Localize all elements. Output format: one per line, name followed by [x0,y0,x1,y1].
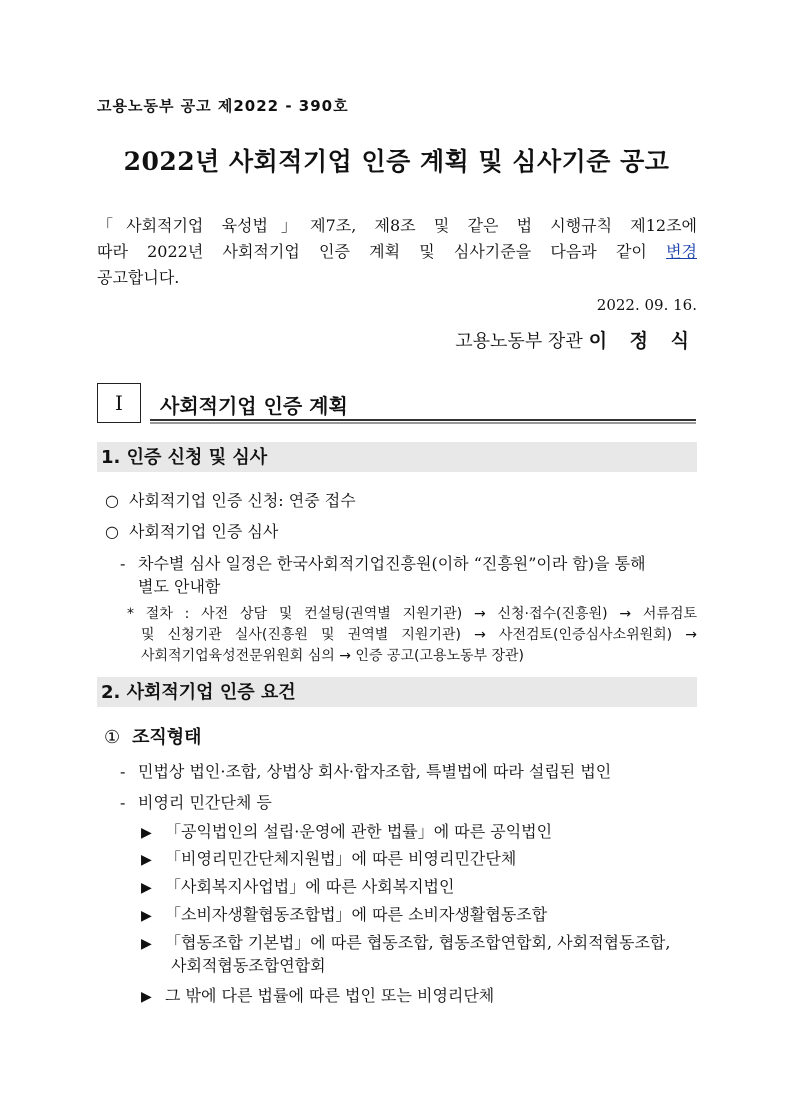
section-number-box: Ⅰ [97,383,141,423]
item-organization-type [104,723,202,749]
triangle-bullet-icon: ▶ [141,825,152,841]
list-item-text: 그 밖에 다른 법률에 따른 법인 또는 비영리단체 [165,986,495,1005]
note-line-1: * 절차 : 사전 상담 및 컨설팅(권역별 지원기관) → 신청·접수(진흥원) → 서류검토 [127,606,697,622]
list-item-text: 「협동조합 기본법」에 따른 협동조합, 협동조합연합회, 사회적협동조합, [165,933,671,952]
dash-schedule-continued: 별도 안내함 [138,577,221,596]
list-item-text: 「공익법인의 설립·운영에 관한 법률」에 따른 공익법인 [165,822,553,841]
minister-title: 고용노동부 장관 [455,331,583,352]
triangle-bullet-icon: ▶ [141,908,152,924]
list-item-text: 「비영리민간단체지원법」에 따른 비영리민간단체 [165,849,517,868]
notice-date: 2022. 09. 16. [596,296,697,314]
bullet-review [105,519,278,542]
dash-corporations [120,759,611,782]
list-item [141,874,454,897]
note-line-2: 및 신청기관 실사(진흥원 및 권역별 지원기관) → 사전검토(인증심사소위원회) → [141,627,697,643]
minister-name: 이 정 식 [588,330,697,352]
intro-paragraph [97,213,697,291]
list-item [141,846,516,869]
list-item [141,819,552,842]
list-item-text: 「소비자생활협동조합법」에 따른 소비자생활협동조합 [165,905,548,924]
circled-number-icon: ① [104,727,121,748]
bullet-text: 사회적기업 인증 심사 [129,522,279,541]
list-item-continued: 사회적협동조합연합회 [171,956,326,975]
dash-marker: - [120,762,126,781]
list-item [141,930,670,953]
minister-signature [455,326,697,353]
intro-line-2 [97,239,697,265]
dash-marker: - [120,793,126,812]
section-title: 사회적기업 인증 계획 [160,394,348,418]
subheading-application: 1. 인증 신청 및 심사 [97,442,697,472]
dash-text: 차수별 심사 일정은 한국사회적기업진흥원(이하 “진흥원”이라 함)을 통해 [138,554,646,573]
notice-number: 고용노동부 공고 제2022 - 390호 [97,97,349,115]
intro-line-2-text: 따라 2022년 사회적기업 인증 계획 및 심사기준을 다음과 같이 [97,242,667,261]
bullet-text: 사회적기업 인증 신청: 연중 접수 [129,491,356,510]
triangle-bullet-icon: ▶ [141,989,152,1005]
dash-marker: - [120,554,126,573]
circle-bullet-icon: ○ [105,491,119,510]
section-underline [150,419,696,421]
intro-line-1: 「사회적기업 육성법」제7조, 제8조 및 같은 법 시행규칙 제12조에 [97,216,697,235]
change-link[interactable]: 변경 [666,242,697,261]
note-line-3: 사회적기업육성전문위원회 심의 → 인증 공고(고용노동부 장관) [141,648,525,664]
item-title: 조직형태 [132,727,202,748]
dash-schedule [120,551,646,574]
triangle-bullet-icon: ▶ [141,852,152,868]
list-item-text: 「사회복지사업법」에 따른 사회복지법인 [165,877,455,896]
list-item [141,902,547,925]
list-item [141,983,494,1006]
bullet-application [105,488,356,511]
procedure-note [127,604,697,667]
circle-bullet-icon: ○ [105,522,119,541]
document-title: 2022년 사회적기업 인증 계획 및 심사기준 공고 [123,147,670,176]
triangle-bullet-icon: ▶ [141,936,152,952]
dash-text: 비영리 민간단체 등 [138,793,272,812]
intro-line-3: 공고합니다. [97,268,180,287]
section-underline-shadow [150,422,696,424]
triangle-bullet-icon: ▶ [141,880,152,896]
dash-nonprofits [120,790,272,813]
subheading-requirements: 2. 사회적기업 인증 요건 [97,677,697,707]
dash-text: 민법상 법인·조합, 상법상 회사·합자조합, 특별법에 따라 설립된 법인 [138,762,612,781]
